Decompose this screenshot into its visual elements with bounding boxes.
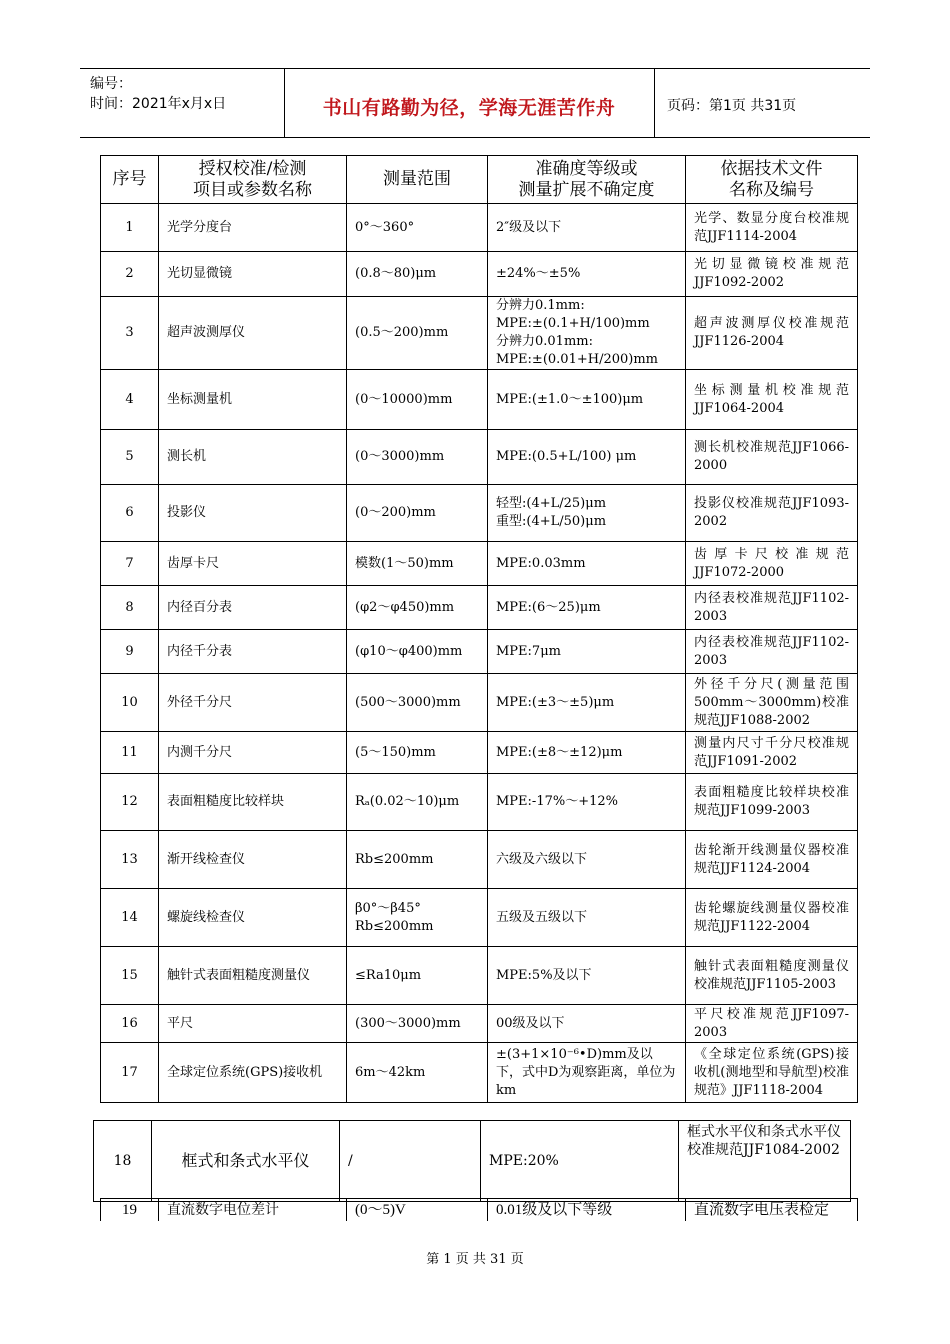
accuracy: ±(3+1×10⁻⁶•D)mm及以下，式中D为观察距离，单位为km — [488, 1043, 686, 1103]
measurement-range: (500～3000)mm — [347, 674, 488, 732]
basis-document: 坐标测量机校准规范JJF1064-2004 — [686, 370, 858, 430]
basis-document: 《全球定位系统(GPS)接收机(测地型和导航型)校准规范》JJF1118-2004 — [686, 1043, 858, 1103]
basis-document: 光切显微镜校准规范JJF1092-2002 — [686, 252, 858, 297]
measurement-range: (300～3000)mm — [347, 1005, 488, 1043]
row-number: 3 — [101, 297, 159, 370]
measurement-range: (φ2～φ450)mm — [347, 586, 488, 630]
item-name: 齿厚卡尺 — [159, 542, 347, 586]
item-name: 测长机 — [159, 430, 347, 485]
basis-document: 齿轮渐开线测量仪器校准规范JJF1124-2004 — [686, 831, 858, 889]
table-row — [101, 297, 858, 370]
column-header-number: 序号 — [101, 156, 159, 204]
measurement-range: 模数(1～50)mm — [347, 542, 488, 586]
item-name: 光切显微镜 — [159, 252, 347, 297]
accuracy: MPE:-17%～+12% — [488, 774, 686, 831]
document-time: 时间：2021年x月x日 — [90, 96, 227, 112]
item-name: 外径千分尺 — [159, 674, 347, 732]
basis-document: 内径表校准规范JJF1102-2003 — [686, 586, 858, 630]
item-name: 内径千分表 — [159, 630, 347, 674]
measurement-range: (0～200)mm — [347, 485, 488, 542]
item-name: 框式和条式水平仪 — [152, 1121, 340, 1202]
page-footer: 第 1 页 共 31 页 — [426, 1252, 524, 1267]
measurement-range: (5～150)mm — [347, 732, 488, 774]
basis-document: 外径千分尺(测量范围500mm～3000mm)校准规范JJF1088-2002 — [686, 674, 858, 732]
basis-document: 表面粗糙度比较样块校准规范JJF1099-2003 — [686, 774, 858, 831]
row-number: 13 — [101, 831, 159, 889]
table-row — [101, 674, 858, 732]
measurement-range: Rₐ(0.02～10)μm — [347, 774, 488, 831]
column-header-basis: 依据技术文件 名称及编号 — [686, 156, 858, 204]
basis-document: 平尺校准规范JJF1097-2003 — [686, 1005, 858, 1043]
accuracy: ±24%～±5% — [488, 252, 686, 297]
measurement-range: (0～3000)mm — [347, 430, 488, 485]
accuracy: 五级及五级以下 — [488, 889, 686, 947]
accuracy: MPE:(0.5+L/100) μm — [488, 430, 686, 485]
header-page-count: 页码：第1页 共31页 — [667, 98, 797, 114]
row-number: 16 — [101, 1005, 159, 1043]
measurement-range: Rb≤200mm — [347, 831, 488, 889]
item-name: 光学分度台 — [159, 204, 347, 252]
accuracy: MPE:20% — [481, 1121, 679, 1202]
measurement-range: (φ10～φ400)mm — [347, 630, 488, 674]
basis-document: 触针式表面粗糙度测量仪校准规范JJF1105-2003 — [686, 947, 858, 1005]
item-name: 内径百分表 — [159, 586, 347, 630]
item-name: 渐开线检查仪 — [159, 831, 347, 889]
basis-document: 超声波测厚仪校准规范JJF1126-2004 — [686, 297, 858, 370]
table-row — [101, 1043, 858, 1103]
header-pages-cell — [655, 69, 870, 137]
measurement-range: ≤Ra10μm — [347, 947, 488, 1005]
row-number: 11 — [101, 732, 159, 774]
table-row — [101, 542, 858, 586]
accuracy: MPE:7μm — [488, 630, 686, 674]
table-row-18 — [93, 1120, 851, 1202]
basis-document: 直流数字电压表检定 — [686, 1199, 858, 1222]
accuracy: MPE:(6～25)μm — [488, 586, 686, 630]
table-row — [101, 889, 858, 947]
basis-document: 测长机校准规范JJF1066-2000 — [686, 430, 858, 485]
row-number: 18 — [94, 1121, 152, 1202]
measurement-range: (0～5)V — [347, 1199, 488, 1222]
table-row — [101, 252, 858, 297]
header-meta — [80, 69, 285, 137]
table-row — [101, 947, 858, 1005]
row-number: 8 — [101, 586, 159, 630]
table-row — [101, 586, 858, 630]
accuracy: 六级及六级以下 — [488, 831, 686, 889]
row-number: 4 — [101, 370, 159, 430]
item-name: 超声波测厚仪 — [159, 297, 347, 370]
table-row — [101, 370, 858, 430]
column-header-accuracy: 准确度等级或 测量扩展不确定度 — [488, 156, 686, 204]
row-number: 12 — [101, 774, 159, 831]
page-header — [80, 68, 870, 138]
row-number: 9 — [101, 630, 159, 674]
row-number: 15 — [101, 947, 159, 1005]
accuracy: 轻型:(4+L/25)μm 重型:(4+L/50)μm — [488, 485, 686, 542]
row-number: 17 — [101, 1043, 159, 1103]
basis-document: 齿厚卡尺校准规范JJF1072-2000 — [686, 542, 858, 586]
row-number: 10 — [101, 674, 159, 732]
column-header-name: 授权校准/检测 项目或参数名称 — [159, 156, 347, 204]
row-number: 2 — [101, 252, 159, 297]
row-number: 7 — [101, 542, 159, 586]
basis-document: 内径表校准规范JJF1102-2003 — [686, 630, 858, 674]
measurement-range: (0.8～80)μm — [347, 252, 488, 297]
table-row — [101, 430, 858, 485]
row-number: 19 — [101, 1199, 159, 1222]
basis-document: 齿轮螺旋线测量仪器校准规范JJF1122-2004 — [686, 889, 858, 947]
table-row — [101, 774, 858, 831]
calibration-table — [100, 155, 858, 1103]
item-name: 内测千分尺 — [159, 732, 347, 774]
measurement-range: (0.5～200)mm — [347, 297, 488, 370]
document-number: 编号： — [90, 76, 132, 92]
item-name: 表面粗糙度比较样块 — [159, 774, 347, 831]
table-row — [101, 1005, 858, 1043]
row-number: 14 — [101, 889, 159, 947]
measurement-range: / — [340, 1121, 481, 1202]
accuracy: MPE:(±1.0～±100)μm — [488, 370, 686, 430]
accuracy: 00级及以下 — [488, 1005, 686, 1043]
item-name: 直流数字电位差计 — [159, 1199, 347, 1222]
measurement-range: 6m～42km — [347, 1043, 488, 1103]
table-row — [101, 204, 858, 252]
basis-document: 投影仪校准规范JJF1093-2002 — [686, 485, 858, 542]
basis-document: 框式水平仪和条式水平仪校准规范JJF1084-2002 — [679, 1121, 851, 1202]
item-name: 坐标测量机 — [159, 370, 347, 430]
accuracy: MPE:(±3～±5)μm — [488, 674, 686, 732]
table-row — [101, 732, 858, 774]
item-name: 触针式表面粗糙度测量仪 — [159, 947, 347, 1005]
row-number: 1 — [101, 204, 159, 252]
measurement-range: β0°～β45° Rb≤200mm — [347, 889, 488, 947]
table-row-19 — [100, 1198, 858, 1221]
accuracy: MPE:(±8～±12)μm — [488, 732, 686, 774]
item-name: 投影仪 — [159, 485, 347, 542]
accuracy: MPE:5%及以下 — [488, 947, 686, 1005]
basis-document: 测量内尺寸千分尺校准规范JJF1091-2002 — [686, 732, 858, 774]
table-row — [101, 485, 858, 542]
table-row — [101, 630, 858, 674]
measurement-range: (0～10000)mm — [347, 370, 488, 430]
accuracy: 0.01级及以下等级 — [488, 1199, 686, 1222]
header-motto: 书山有路勤为径，学海无涯苦作舟 — [322, 97, 616, 119]
table-row — [101, 831, 858, 889]
basis-document: 光学、数显分度台校准规范JJF1114-2004 — [686, 204, 858, 252]
measurement-range: 0°～360° — [347, 204, 488, 252]
item-name: 平尺 — [159, 1005, 347, 1043]
accuracy: MPE:0.03mm — [488, 542, 686, 586]
accuracy: 2″级及以下 — [488, 204, 686, 252]
column-header-range: 测量范围 — [347, 156, 488, 204]
row-number: 6 — [101, 485, 159, 542]
accuracy: 分辨力0.1mm: MPE:±(0.1+H/100)mm 分辨力0.01mm: MPE:±(0.01+H/200)mm — [488, 297, 686, 370]
item-name: 螺旋线检查仪 — [159, 889, 347, 947]
row-number: 5 — [101, 430, 159, 485]
table-header-row — [101, 156, 858, 204]
item-name: 全球定位系统(GPS)接收机 — [159, 1043, 347, 1103]
header-motto-cell — [284, 69, 655, 137]
